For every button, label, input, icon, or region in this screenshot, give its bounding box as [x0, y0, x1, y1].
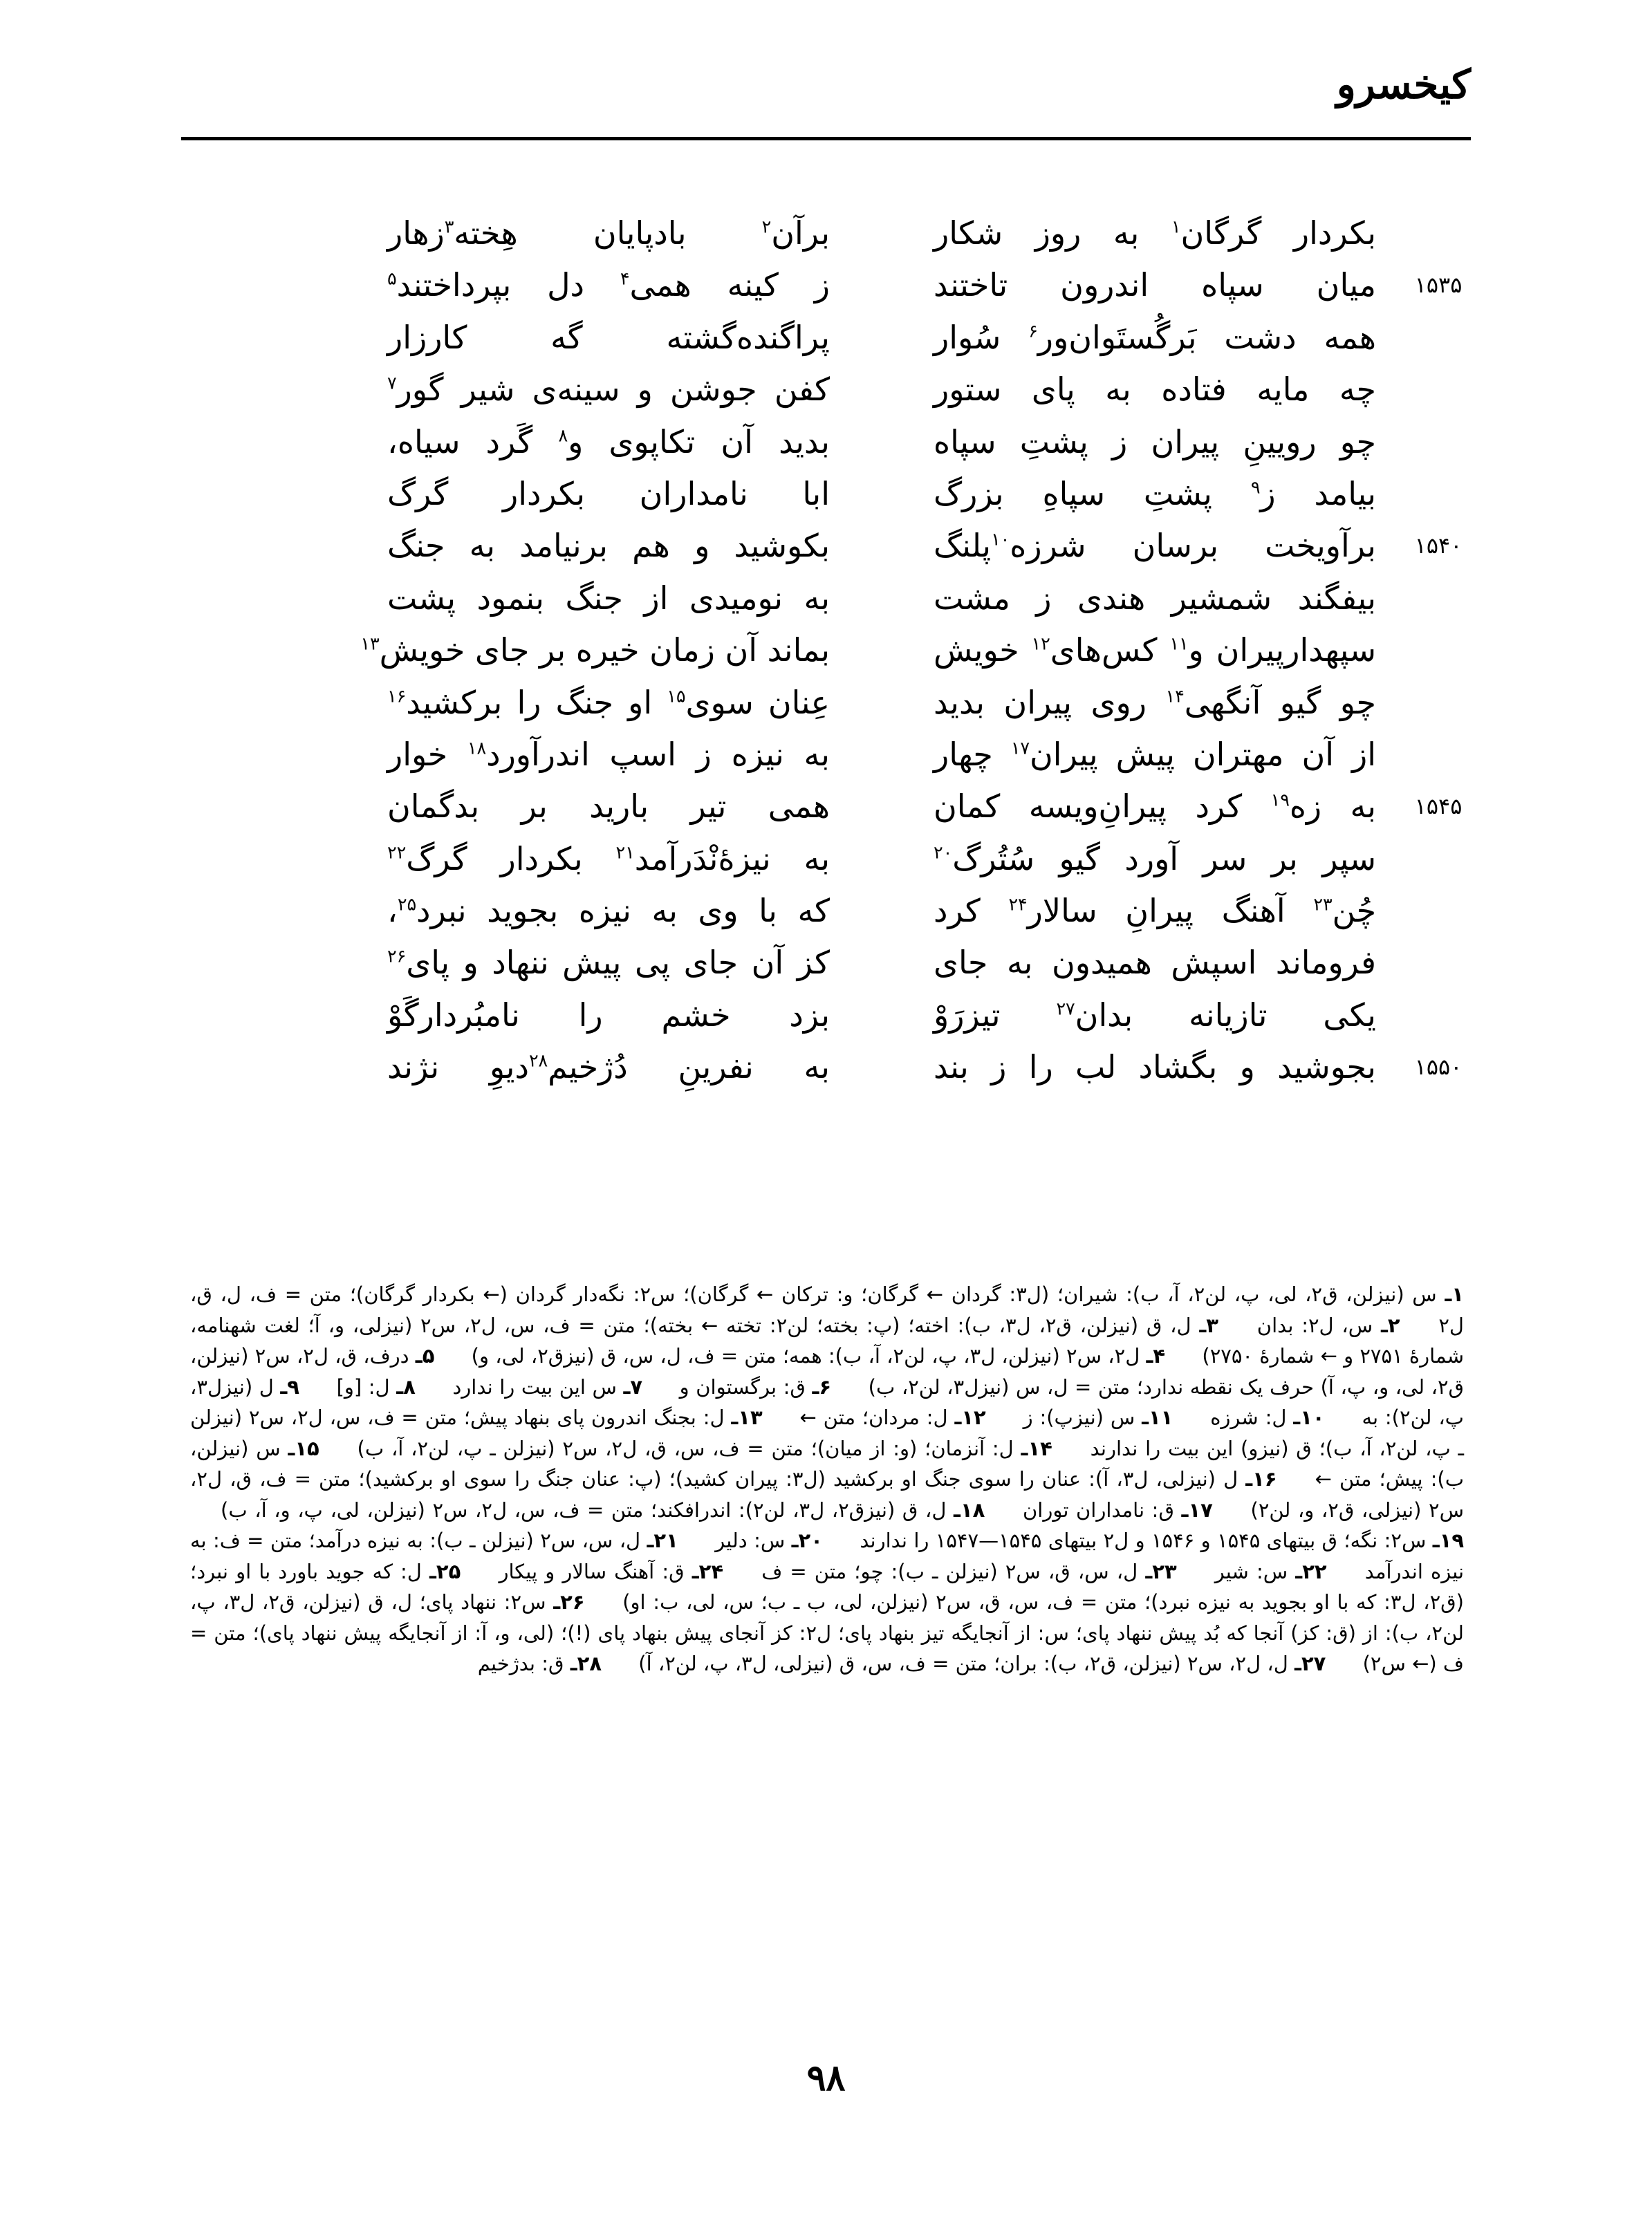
hemistich-second: پراگنده‌گشته گه کارزار: [387, 318, 830, 356]
couplet: [290, 259, 1463, 311]
footnote-number: ۱۲ـ: [954, 1406, 986, 1429]
verse-number: ۱۵۳۵: [1414, 272, 1463, 299]
footnote-number: ۱۹ـ: [1432, 1529, 1465, 1552]
footnote-number: ۲۵ـ: [429, 1559, 461, 1583]
hemistich-second: ز کینه همی$^۴$ دل بپرداختند$^۵$: [387, 266, 830, 304]
hemistich-second: بدید آن تکاپوی و$^۸$ گَرد سیاه،: [387, 422, 830, 460]
footnote-number: ۸ـ: [396, 1375, 416, 1399]
couplet: [290, 207, 1376, 259]
couplet: [290, 885, 1376, 937]
footnote-number: ۷ـ: [623, 1375, 643, 1399]
footnote-text: ل، س، ق، س۲ (نیزلن ـ ب): چو؛ متن = ف: [761, 1559, 1146, 1583]
hemistich-second: به نیزه‌ٔنْدَرآمد$^{۲۱}$ بکردار گرگ$^{۲۲}$: [387, 839, 830, 877]
footnote-text: ل۲، س۲ (نیزلن، ل۳، پ، لن۲، آ، ب): همه؛ متن = ف، ل، س، ق (نیزق۲، لی، و): [471, 1344, 1147, 1368]
hemistich-first: برآویخت برسان شرزه$^{۱۰}$پلنگ: [934, 527, 1376, 565]
hemistich-first: همه دشت بَرگُستَوان‌ور$^۶$ سُوار: [934, 318, 1376, 356]
footnote-text: ل: مردان؛ متن ←: [799, 1406, 955, 1429]
footnote-number: ۶ـ: [812, 1375, 832, 1399]
footnote-text: س این بیت را ندارد: [452, 1375, 624, 1399]
hemistich-second: بزد خشم را نامبُردارگَوْ: [387, 996, 830, 1034]
verse-number: ۱۵۵۰: [1414, 1054, 1463, 1081]
footnote-number: ۴ـ: [1146, 1344, 1166, 1368]
footnote-text: س (نیزپ): ز: [1023, 1406, 1142, 1429]
hemistich-first: فروماند اسپش همیدون به جای: [934, 944, 1376, 982]
footnote-text: ل: [و]: [336, 1375, 397, 1399]
hemistich-first: سپهدارپیران و$^{۱۱}$ کس‌های$^{۱۲}$ خویش: [934, 631, 1376, 669]
couplet: [290, 729, 1376, 781]
hemistich-first: بکردار گرگان$^۱$ به روز شکار: [934, 214, 1376, 252]
footnote: [337, 1375, 416, 1399]
footnote-text: ل (نیزل۳، پ، لن۲): به: [190, 1375, 1464, 1429]
footnote-number: ۹ـ: [280, 1375, 299, 1399]
couplet: [290, 624, 1376, 676]
footnote-text: س (نیزلن، ب): پیش؛ متن ←: [190, 1436, 1464, 1491]
verse-block: [290, 207, 1463, 1094]
couplet: [290, 677, 1376, 729]
footnote-text: ل: شرزه: [1210, 1406, 1294, 1429]
footnote-number: ۳ـ: [1199, 1313, 1218, 1337]
footnote: [472, 1344, 1165, 1368]
couplet: [290, 364, 1376, 416]
footnote-text: ل: که جوید باورد با او نبرد؛ (ق۲، ل۳: که با او بجوید به نیزه نبرد)؛ متن = ف، س، ق، س۲ (نیزلن، لی، ب ـ ب؛ س، لی، ب: او): [190, 1559, 1464, 1614]
couplet: [290, 781, 1463, 832]
footnote-number: ۲۰ـ: [791, 1529, 823, 1552]
footnote-number: ۱۰ـ: [1293, 1406, 1325, 1429]
footnote-text: ل (نیزلی، ل۳، آ): عنان را سوی جنگ او برکشید (ل۳: پیران کشید)؛ (پ: عنان جنگ را سوی او برکشید)؛ متن = ف، ق، ل۲، س۲ (نیزلی، ق۲، و، لن۲): [190, 1467, 1464, 1522]
footnote: [860, 1529, 1464, 1552]
footnote-number: ۱۷ـ: [1181, 1498, 1213, 1522]
footnote: [478, 1652, 602, 1675]
hemistich-second: که با وی به نیزه بجوید نبرد$^{۲۵}$،: [387, 892, 830, 930]
footnote: [1257, 1314, 1400, 1337]
header-rule: [181, 137, 1471, 140]
footnote: [715, 1529, 823, 1552]
footnote-text: ل: آنزمان؛ (و: از میان)؛ متن = ف، س، ق، ل۲، س۲ (نیزلن ـ پ، لن۲، آ، ب): [357, 1436, 1021, 1460]
hemistich-first: چو رویینِ پیران ز پشتِ سپاه: [934, 422, 1376, 460]
footnote-number: ۲۷ـ: [1294, 1652, 1326, 1675]
hemistich-first: میان سپاه اندرون تاختند: [934, 266, 1376, 304]
hemistich-first: از آن مهتران پیش پیران$^{۱۷}$ چهار: [934, 735, 1376, 773]
footnote: [1215, 1560, 1327, 1583]
hemistich-first: سپر بر سر آورد گیو سُتُرگ$^{۲۰}$: [934, 839, 1376, 877]
running-header-title: کیخسرو: [1336, 61, 1471, 108]
hemistich-first: چو گیو آنگهی$^{۱۴}$ روی پیران بدید: [934, 683, 1376, 721]
footnote-text: ل: بجنگ اندرون پای بنهاد پیش؛ متن = ف، س، ل۲، س۲ (نیزلن ـ پ، لن۲، آ، ب)؛ ق (نیزو) این بیت را ندارند: [190, 1406, 1465, 1460]
hemistich-second: به نومیدی از جنگ بنمود پشت: [387, 579, 830, 617]
footnote-text: ل، ق (نیزلن، ق۲، ل۳، ب): اخته؛ (پ: بخته؛ لن۲: تخته ← بخته)؛ متن = ف، س، ل۲، س۲ (نیزلی، و، آ؛ لغت شهنامه، شمارهٔ ۲۷۵۱ و ← شمارهٔ ۲۷۵۰): [190, 1313, 1465, 1368]
footnote: [1023, 1406, 1173, 1429]
couplet: [290, 416, 1376, 468]
hemistich-first: یکی تازیانه بدان$^{۲۷}$ تیزرَوْ: [934, 996, 1376, 1034]
hemistich-first: بجوشید و بگشاد لب را ز بند: [934, 1048, 1376, 1086]
verse-number: ۱۵۴۰: [1414, 532, 1463, 559]
footnote-text: درف، ق، ل۲، س۲ (نیزلن، ق۲، لی، و، پ، آ) حرف یک نقطه ندارد؛ متن = ل، س (نیزل۳، لن۲، ب): [190, 1344, 1465, 1399]
hemistich-second: بماند آن زمان خیره بر جای خویش$^{۱۳}$: [360, 631, 830, 669]
hemistich-first: به زه$^{۱۹}$ کرد پیرانِ‌ویسه کمان: [934, 788, 1376, 826]
footnote: [1023, 1498, 1213, 1522]
couplet: [290, 833, 1376, 885]
footnote-number: ۲۴ـ: [692, 1559, 724, 1583]
hemistich-first: بیفگند شمشیر هندی ز مشت: [934, 579, 1376, 617]
footnote-number: ۱۶ـ: [1245, 1467, 1277, 1491]
hemistich-second: کز آن جای پی پیش ننهاد و پای$^{۲۶}$: [387, 944, 830, 982]
footnote: [499, 1560, 723, 1583]
couplet: [290, 989, 1376, 1041]
footnote-number: ۱۵ـ: [288, 1436, 319, 1460]
footnote: [221, 1498, 985, 1522]
footnote-number: ۱ـ: [1445, 1283, 1464, 1306]
footnote-number: ۲۶ـ: [553, 1590, 585, 1614]
footnote-number: ۱۱ـ: [1142, 1406, 1173, 1429]
footnote-text: س۲: نگه؛ ق بیتهای ۱۵۴۵ و ۱۵۴۶ و ل۲ بیتهای ۱۵۴۵—۱۵۴۷ را ندارند: [860, 1529, 1433, 1552]
hemistich-second: ابا نامداران بکردار گرگ: [387, 474, 830, 512]
footnote-text: ل، س، س۲ (نیزلن ـ ب): به نیزه درآمد؛ متن = ف: به نیزه اندرآمد: [190, 1529, 1465, 1583]
hemistich-second: به نیزه ز اسپ اندرآورد$^{۱۸}$ خوار: [387, 735, 830, 773]
hemistich-first: چُن$^{۲۳}$ آهنگ پیرانِ سالار$^{۲۴}$ کرد: [934, 892, 1376, 930]
footnote-text: س، ل۲: بدان: [1256, 1313, 1381, 1337]
footnote-number: ۲۳ـ: [1145, 1559, 1177, 1583]
hemistich-second: بکوشید و هم برنیامد به جنگ: [387, 527, 830, 565]
footnote: [800, 1406, 986, 1429]
footnote-text: ل، ق (نیزق۲، ل۳، لن۲): اندرافکند؛ متن = ف، س، ل۲، س۲ (نیزلن، لی، پ، و، آ، ب): [221, 1498, 954, 1522]
footnote-number: ۱۳ـ: [731, 1406, 763, 1429]
footnote-number: ۵ـ: [415, 1344, 435, 1368]
couplet: [290, 520, 1463, 572]
footnote: [1210, 1406, 1324, 1429]
footnote: [680, 1375, 831, 1399]
verse-number: ۱۵۴۵: [1414, 793, 1463, 820]
hemistich-second: برآن$^۲$ بادپایان هِخته$^۳$زهار: [387, 214, 830, 252]
footnote-number: ۲ـ: [1380, 1313, 1400, 1337]
page-number: ۹۸: [806, 2057, 846, 2099]
hemistich-second: به نفرینِ دُژخیم$^{۲۸}$دیوِ نژند: [387, 1048, 830, 1086]
footnote-number: ۲۸ـ: [570, 1652, 602, 1675]
hemistich-second: همی تیر بارید بر بدگمان: [387, 788, 830, 826]
footnote: [452, 1375, 642, 1399]
couplet: [290, 312, 1376, 364]
footnote-number: ۲۲ـ: [1295, 1559, 1327, 1583]
couplet: [290, 572, 1376, 624]
couplet: [290, 468, 1376, 520]
footnote-text: ق: برگستوان و: [679, 1375, 813, 1399]
footnote: [358, 1437, 1052, 1460]
footnote-text: ق: بدژخیم: [477, 1652, 570, 1675]
couplet: [290, 937, 1376, 989]
footnotes-block: [190, 1279, 1464, 1679]
hemistich-second: عِنان سوی$^{۱۵}$ او جنگ را برکشید$^{۱۶}$: [387, 683, 830, 721]
footnote-number: ۲۱ـ: [647, 1529, 678, 1552]
footnote-text: ق: نامداران توران: [1022, 1498, 1182, 1522]
footnote: [638, 1652, 1326, 1675]
footnote-text: س: شیر: [1214, 1559, 1296, 1583]
hemistich-second: کفن جوشن و سینه‌ی شیر گور$^۷$: [387, 371, 830, 409]
footnote-text: س۲: ننهاد پای؛ ل، ق (نیزلن، ق۲، ل۳، پ، لن۲، ب): از (ق: کز) آنجا که بُد پیش ننهاد پای؛ س: از آنجایگه تیز بنهاد پای؛ ل۲: کز آنجای پیش بنهاد پای (!)؛ (لی، و، آ: از آنجایگه پیش ننهاد پای)؛ متن = ف (← س۲): [190, 1590, 1464, 1675]
footnote-number: ۱۸ـ: [954, 1498, 985, 1522]
footnote: [761, 1560, 1176, 1583]
footnote-text: ق: آهنگ سالار و پیکار: [499, 1559, 692, 1583]
footnote-number: ۱۴ـ: [1021, 1436, 1052, 1460]
hemistich-first: چه مایه فتاده به پای ستور: [934, 371, 1376, 409]
footnote-text: س (نیزلن، ق۲، لی، پ، لن۲، آ، ب): شیران؛ (ل۳: گردان ← گرگان؛ و: ترکان ← گرگان)؛ س۲: نگه‌دار گردان (← بکردار گرگان)؛ متن = ف، ل، ق، ل۲: [190, 1283, 1464, 1337]
footnote-text: س: دلیر: [715, 1529, 792, 1552]
hemistich-first: بیامد ز$^۹$ پشتِ سپاهِ بزرگ: [934, 474, 1376, 512]
couplet: [290, 1041, 1463, 1093]
footnote-text: ل، ل۲، س۲ (نیزلن، ق۲، ب): بران؛ متن = ف، س، ق (نیزلی، ل۳، پ، لن۲، آ): [638, 1652, 1295, 1675]
